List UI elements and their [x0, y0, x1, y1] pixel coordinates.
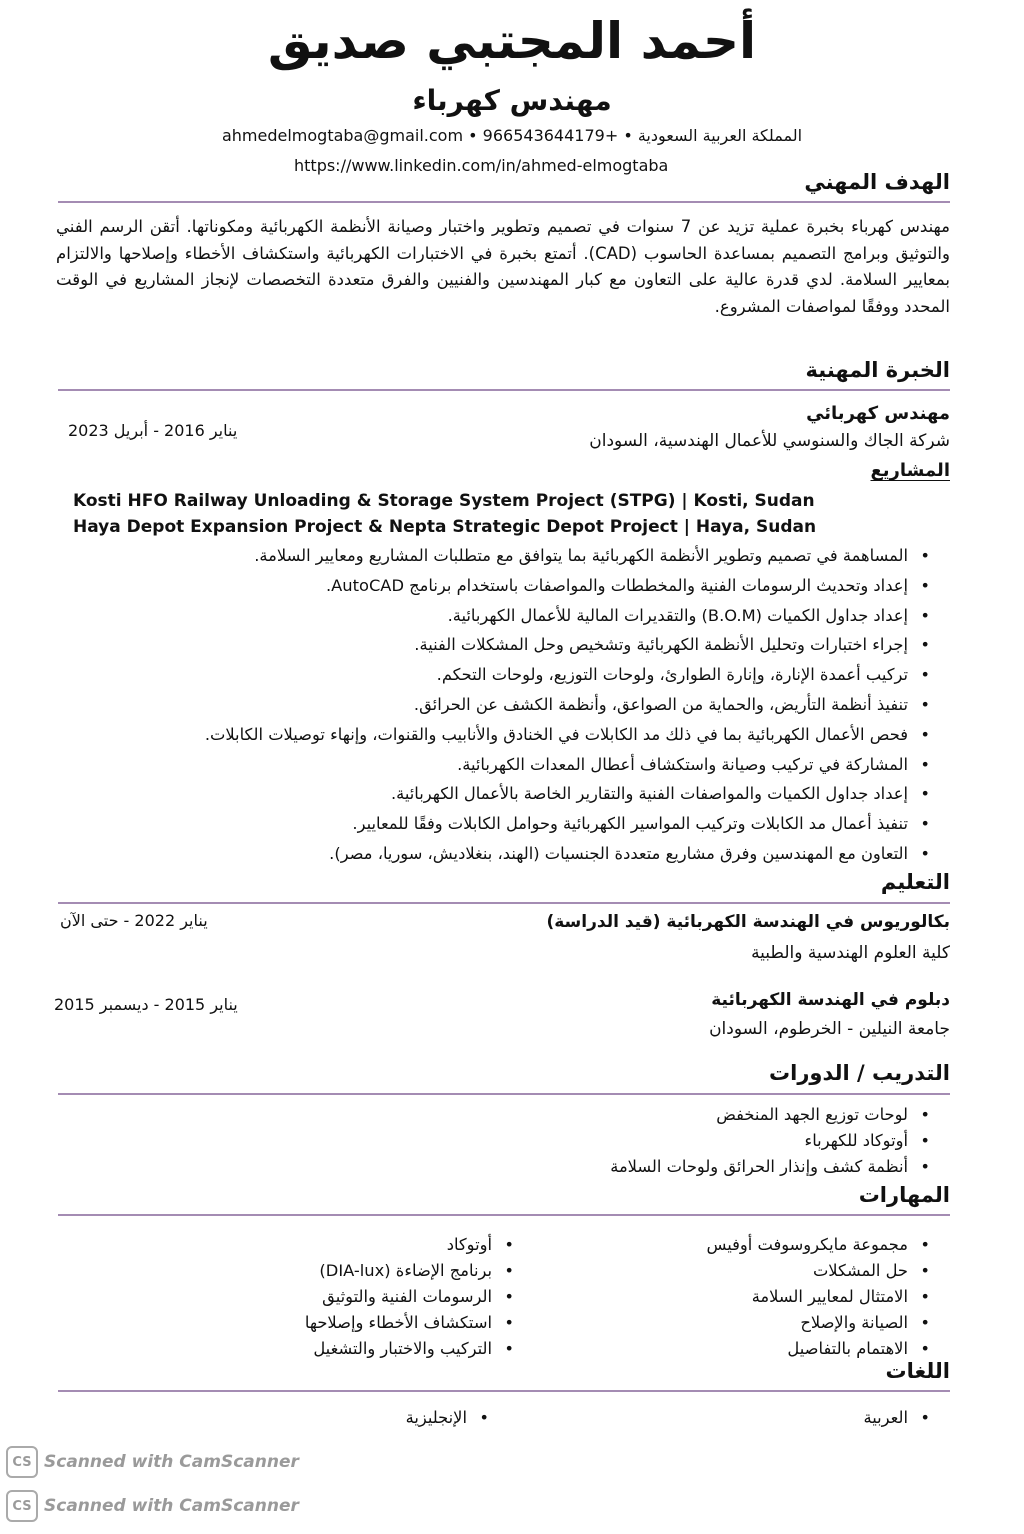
projects-heading: المشاريع — [870, 460, 950, 481]
list-item: • تنفيذ أنظمة التأريض، والحماية من الصواعق، وأنظمة الكشف عن الحرائق. — [205, 690, 908, 720]
divider — [58, 1214, 950, 1216]
list-item: • المساهمة في تصميم وتطوير الأنظمة الكهربائية بما يتوافق مع متطلبات المشاريع ومعايير السلامة. — [205, 541, 908, 571]
objective-heading: الهدف المهني — [804, 170, 950, 194]
education-dates: يناير 2022 - حتى الآن — [60, 911, 208, 930]
experience-bullets — [205, 541, 930, 869]
education-school: كلية العلوم الهندسية والطبية — [751, 943, 950, 963]
watermark-text: Scanned with CamScanner — [44, 1496, 299, 1516]
list-item: • إجراء اختبارات وتحليل الأنظمة الكهربائية وتشخيص وحل المشكلات الفنية. — [205, 630, 908, 660]
experience-dates: يناير 2016 - أبريل 2023 — [68, 421, 238, 440]
divider — [58, 389, 950, 391]
divider — [58, 902, 950, 904]
list-item: • فحص الأعمال الكهربائية بما في ذلك مد الكابلات في الخنادق والأنابيب والقنوات، وإنهاء توصيلات الكابلات. — [205, 720, 908, 750]
list-item: • مجموعة مايكروسوفت أوفيس — [706, 1232, 908, 1258]
camscanner-logo-icon: CS — [6, 1490, 38, 1522]
objective-text: مهندس كهرباء بخبرة عملية تزيد عن 7 سنوات في تصميم وتطوير واختبار وصيانة الأنظمة الكهربائية ومكوناتها. أتقن الرسم الفني والتوثيق وبرامج التصميم بمساعدة الحاسوب (CAD). أتمتع بخبرة في الاختبارات الكهربائية واستكشاف الأخطاء وإصلاحها والالتزام بمعايير السلامة. لدي قدرة عالية على التعاون مع كبار المهندسين والفنيين والفرق متعددة التخصصات لإنجاز المشاريع في الوقت المحدد ووفقًا لمواصفات المشروع. — [56, 217, 950, 316]
education-degree: بكالوريوس في الهندسة الكهربائية (قيد الدراسة) — [546, 912, 950, 932]
job-title: مهندس كهرباء — [412, 84, 612, 117]
watermark-text: Scanned with CamScanner — [44, 1452, 299, 1472]
skills-column-2 — [305, 1232, 514, 1362]
experience-job-title: مهندس كهربائي — [806, 403, 950, 424]
languages-list — [406, 1405, 489, 1431]
list-item: • الاهتمام بالتفاصيل — [706, 1336, 908, 1362]
camscanner-watermark — [6, 1490, 299, 1522]
project-item: Kosti HFO Railway Unloading & Storage System Project (STPG) | Kosti, Sudan — [73, 491, 815, 511]
education-school: جامعة النيلين - الخرطوم، السودان — [709, 1019, 950, 1039]
list-item: • الامتثال لمعايير السلامة — [706, 1284, 908, 1310]
list-item: • حل المشكلات — [706, 1258, 908, 1284]
camscanner-watermark — [6, 1446, 299, 1478]
list-item: • التعاون مع المهندسين وفرق مشاريع متعددة الجنسيات (الهند، بنغلاديش، سوريا، مصر). — [205, 839, 908, 869]
list-item: • استكشاف الأخطاء وإصلاحها — [305, 1310, 492, 1336]
list-item: • أوتوكاد للكهرباء — [610, 1128, 908, 1154]
divider — [58, 201, 950, 203]
camscanner-logo-icon: CS — [6, 1446, 38, 1478]
divider — [58, 1093, 950, 1095]
training-heading: التدريب / الدورات — [769, 1061, 950, 1085]
list-item: • الصيانة والإصلاح — [706, 1310, 908, 1336]
education-dates: يناير 2015 - ديسمبر 2015 — [54, 995, 238, 1014]
project-item: Haya Depot Expansion Project & Nepta Strategic Depot Project | Haya, Sudan — [73, 517, 817, 537]
list-item: • التركيب والاختبار والتشغيل — [305, 1336, 492, 1362]
list-item: • إعداد جداول الكميات (B.O.M) والتقديرات المالية للأعمال الكهربائية. — [205, 601, 908, 631]
list-item: • برنامج الإضاءة (DIA-lux) — [305, 1258, 492, 1284]
education-degree: دبلوم في الهندسة الكهربائية — [711, 990, 950, 1010]
list-item: • العربية — [864, 1405, 909, 1431]
languages-list — [864, 1405, 931, 1431]
training-list — [610, 1102, 930, 1180]
candidate-name: أحمد المجتبي صديق — [267, 12, 757, 70]
projects-list — [73, 488, 816, 540]
skills-column-1 — [706, 1232, 930, 1362]
list-item: • الإنجليزية — [406, 1405, 467, 1431]
list-item: • تنفيذ أعمال مد الكابلات وتركيب المواسير الكهربائية وحوامل الكابلات وفقًا للمعايير. — [205, 809, 908, 839]
experience-heading: الخبرة المهنية — [805, 358, 950, 382]
list-item: • تركيب أعمدة الإنارة، وإنارة الطوارئ، ولوحات التوزيع، ولوحات التحكم. — [205, 660, 908, 690]
list-item: • لوحات توزيع الجهد المنخفض — [610, 1102, 908, 1128]
list-item: • إعداد جداول الكميات والمواصفات الفنية والتقارير الخاصة بالأعمال الكهربائية. — [205, 779, 908, 809]
linkedin-link[interactable]: https://www.linkedin.com/in/ahmed-elmogtaba — [294, 156, 669, 175]
experience-company: شركة الجاك والسنوسي للأعمال الهندسية، السودان — [589, 431, 950, 451]
list-item: • المشاركة في تركيب وصيانة واستكشاف أعطال المعدات الكهربائية. — [205, 750, 908, 780]
list-item: • أوتوكاد — [305, 1232, 492, 1258]
contact-line: المملكة العربية السعودية • +966543644179 • ahmedelmogtaba@gmail.com — [221, 126, 803, 145]
skills-heading: المهارات — [858, 1183, 950, 1207]
list-item: • إعداد وتحديث الرسومات الفنية والمخططات والمواصفات باستخدام برنامج AutoCAD. — [205, 571, 908, 601]
list-item: • الرسومات الفنية والتوثيق — [305, 1284, 492, 1310]
languages-heading: اللغات — [885, 1359, 950, 1383]
divider — [58, 1390, 950, 1392]
list-item: • أنظمة كشف وإنذار الحرائق ولوحات السلامة — [610, 1154, 908, 1180]
education-heading: التعليم — [880, 870, 950, 894]
